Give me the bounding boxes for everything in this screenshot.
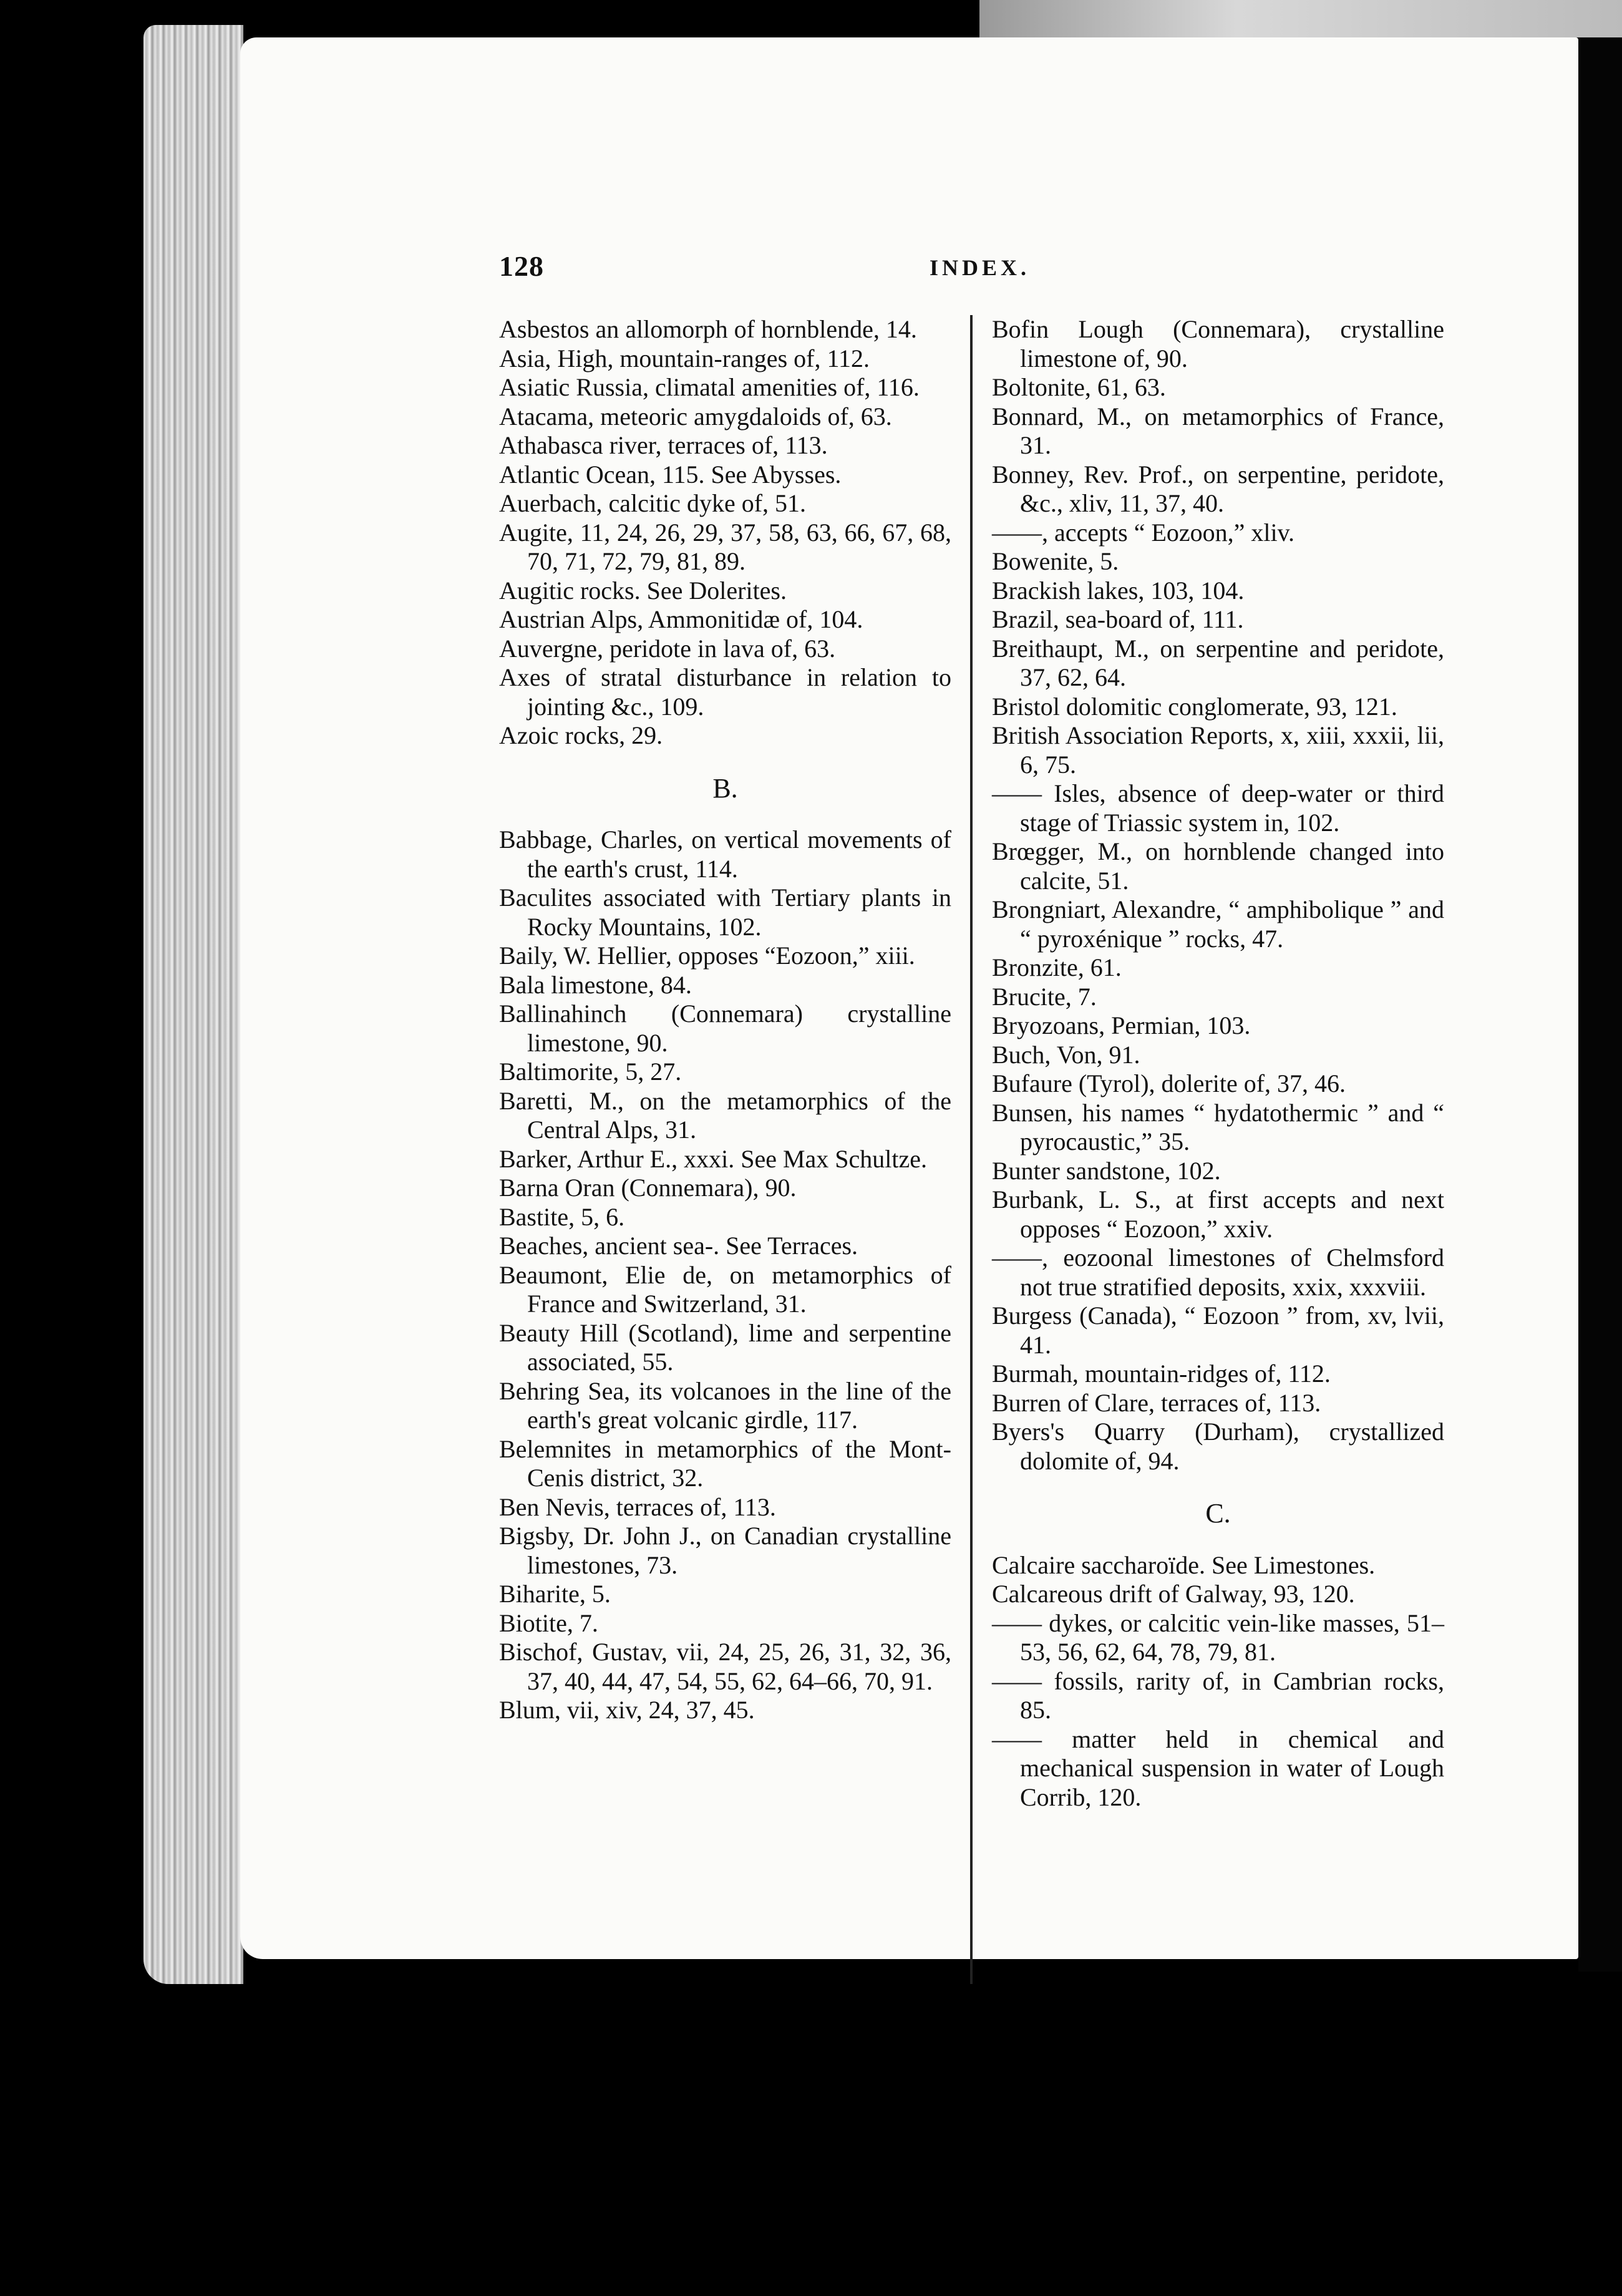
index-entry: Bischof, Gustav, vii, 24, 25, 26, 31, 32, 36, 37, 40, 44, 47, 54, 55, 62, 64–66, 70, 91.: [499, 1638, 951, 1695]
index-entry: Bonnard, M., on metamorphics of France, 31.: [992, 402, 1444, 459]
index-entry: Ballinahinch (Connemara) crystalline limestone, 90.: [499, 1000, 951, 1057]
index-entry: —— fossils, rarity of, in Cambrian rocks, 85.: [992, 1666, 1444, 1724]
book-page-edges: [143, 25, 243, 1984]
index-entry: Byers's Quarry (Durham), crystallized dolomite of, 94.: [992, 1418, 1444, 1475]
index-entry: Brongniart, Alexandre, “ amphibolique ” and “ pyroxénique ” rocks, 47.: [992, 895, 1444, 953]
index-entry: Burgess (Canada), “ Eozoon ” from, xv, lvii, 41.: [992, 1301, 1444, 1359]
index-entry: Asbestos an allomorph of hornblende, 14.: [499, 315, 917, 343]
index-entry: Burmah, mountain-ridges of, 112.: [992, 1360, 1331, 1388]
index-entry: Brackish lakes, 103, 104.: [992, 576, 1245, 605]
index-entry: Bonney, Rev. Prof., on serpentine, peridote, &c., xliv, 11, 37, 40.: [992, 460, 1444, 517]
index-entry: —— Isles, absence of deep-water or third stage of Triassic system in, 102.: [992, 779, 1444, 837]
index-entry: Bufaure (Tyrol), dolerite of, 37, 46.: [992, 1069, 1346, 1097]
index-entry: —— dykes, or calcitic vein-like masses, 51–53, 56, 62, 64, 78, 79, 81.: [992, 1608, 1444, 1666]
index-entry: ——, accepts “ Eozoon,” xliv.: [992, 518, 1295, 547]
index-entry: Augitic rocks. See Dolerites.: [499, 576, 787, 605]
index-entry: Atlantic Ocean, 115. See Abysses.: [499, 460, 842, 489]
index-entry: Bronzite, 61.: [992, 953, 1122, 981]
index-entry: Auvergne, peridote in lava of, 63.: [499, 634, 836, 663]
index-entry: Austrian Alps, Ammonitidæ of, 104.: [499, 605, 863, 633]
index-entry: Bowenite, 5.: [992, 547, 1119, 575]
index-entry: ——, eozoonal limestones of Chelmsford not true stratified deposits, xxix, xxxviii.: [992, 1243, 1444, 1301]
index-entry: Bunsen, his names “ hydatothermic ” and “ pyrocaustic,” 35.: [992, 1098, 1444, 1155]
index-entry: Breithaupt, M., on serpentine and peridote, 37, 62, 64.: [992, 634, 1444, 691]
column-divider: [970, 315, 973, 1993]
index-entry: Buch, Von, 91.: [992, 1040, 1140, 1069]
index-entry: Atacama, meteoric amygdaloids of, 63.: [499, 402, 892, 430]
index-entry: Biotite, 7.: [499, 1608, 598, 1637]
index-entry: Brœgger, M., on hornblende changed into calcite, 51.: [992, 837, 1444, 895]
index-entry: Burbank, L. S., at first accepts and next opposes “ Eozoon,” xxiv.: [992, 1185, 1444, 1243]
index-entry: Bofin Lough (Connemara), crystalline limestone of, 90.: [992, 315, 1444, 372]
index-column-left: [499, 315, 951, 1725]
index-entry: Calcareous drift of Galway, 93, 120.: [992, 1580, 1355, 1608]
index-entry: Augite, 11, 24, 26, 29, 37, 58, 63, 66, 67, 68, 70, 71, 72, 79, 81, 89.: [499, 518, 951, 575]
index-column-right: [992, 315, 1444, 1812]
index-entry: Behring Sea, its volcanoes in the line of the earth's great volcanic girdle, 117.: [499, 1376, 951, 1434]
index-entry: Azoic rocks, 29.: [499, 721, 663, 749]
index-entry: Axes of stratal disturbance in relation to jointing &c., 109.: [499, 663, 951, 721]
index-entry: Baculites associated with Tertiary plants in Rocky Mountains, 102.: [499, 883, 951, 941]
index-entry: Belemnites in metamorphics of the Mont-Cenis district, 32.: [499, 1434, 951, 1492]
index-entry: Bristol dolomitic conglomerate, 93, 121.: [992, 692, 1397, 721]
index-entry: Burren of Clare, terraces of, 113.: [992, 1388, 1321, 1417]
index-entry: Bigsby, Dr. John J., on Canadian crystalline limestones, 73.: [499, 1522, 951, 1579]
page-number: 128: [499, 250, 544, 282]
index-entry: Barna Oran (Connemara), 90.: [499, 1174, 797, 1202]
index-entry: Asiatic Russia, climatal amenities of, 116.: [499, 373, 920, 401]
index-entry: Babbage, Charles, on vertical movements of the earth's crust, 114.: [499, 825, 951, 883]
index-entry: British Association Reports, x, xiii, xxxii, lii, 6, 75.: [992, 721, 1444, 779]
running-head: [499, 250, 1447, 287]
index-entry: Ben Nevis, terraces of, 113.: [499, 1492, 776, 1521]
index-entry: Beaches, ancient sea-. See Terraces.: [499, 1232, 858, 1260]
index-entry: Biharite, 5.: [499, 1580, 611, 1608]
index-entry: Beauty Hill (Scotland), lime and serpentine associated, 55.: [499, 1318, 951, 1376]
section-letter: B.: [712, 772, 738, 804]
index-entry: Brazil, sea-board of, 111.: [992, 605, 1244, 633]
index-entry: Auerbach, calcitic dyke of, 51.: [499, 489, 807, 517]
index-entry: Athabasca river, terraces of, 113.: [499, 431, 828, 459]
scanner-right-margin: [1578, 37, 1622, 1972]
section-letter: C.: [1205, 1498, 1231, 1529]
index-entry: Baily, W. Hellier, opposes “Eozoon,” xiii.: [499, 941, 915, 970]
index-entry: Blum, vii, xiv, 24, 37, 45.: [499, 1696, 755, 1724]
scanner-top-strip: [979, 0, 1622, 37]
index-entry: Calcaire saccharoïde. See Limestones.: [992, 1550, 1376, 1579]
index-entry: Boltonite, 61, 63.: [992, 373, 1166, 401]
index-entry: Beaumont, Elie de, on metamorphics of France and Switzerland, 31.: [499, 1260, 951, 1318]
index-entry: Barker, Arthur E., xxxi. See Max Schultze.: [499, 1144, 928, 1173]
index-entry: Bala limestone, 84.: [499, 970, 692, 999]
index-entry: —— matter held in chemical and mechanical suspension in water of Lough Corrib, 120.: [992, 1724, 1444, 1811]
index-entry: Baretti, M., on the metamorphics of the Central Alps, 31.: [499, 1086, 951, 1144]
index-entry: Brucite, 7.: [992, 982, 1097, 1011]
index-entry: Bunter sandstone, 102.: [992, 1156, 1221, 1185]
index-entry: Bryozoans, Permian, 103.: [992, 1011, 1251, 1039]
scanner-bottom-margin: [0, 1984, 1622, 2296]
index-entry: Asia, High, mountain-ranges of, 112.: [499, 344, 870, 372]
index-entry: Baltimorite, 5, 27.: [499, 1058, 682, 1086]
page-title: INDEX.: [930, 255, 1031, 280]
index-entry: Bastite, 5, 6.: [499, 1202, 625, 1231]
